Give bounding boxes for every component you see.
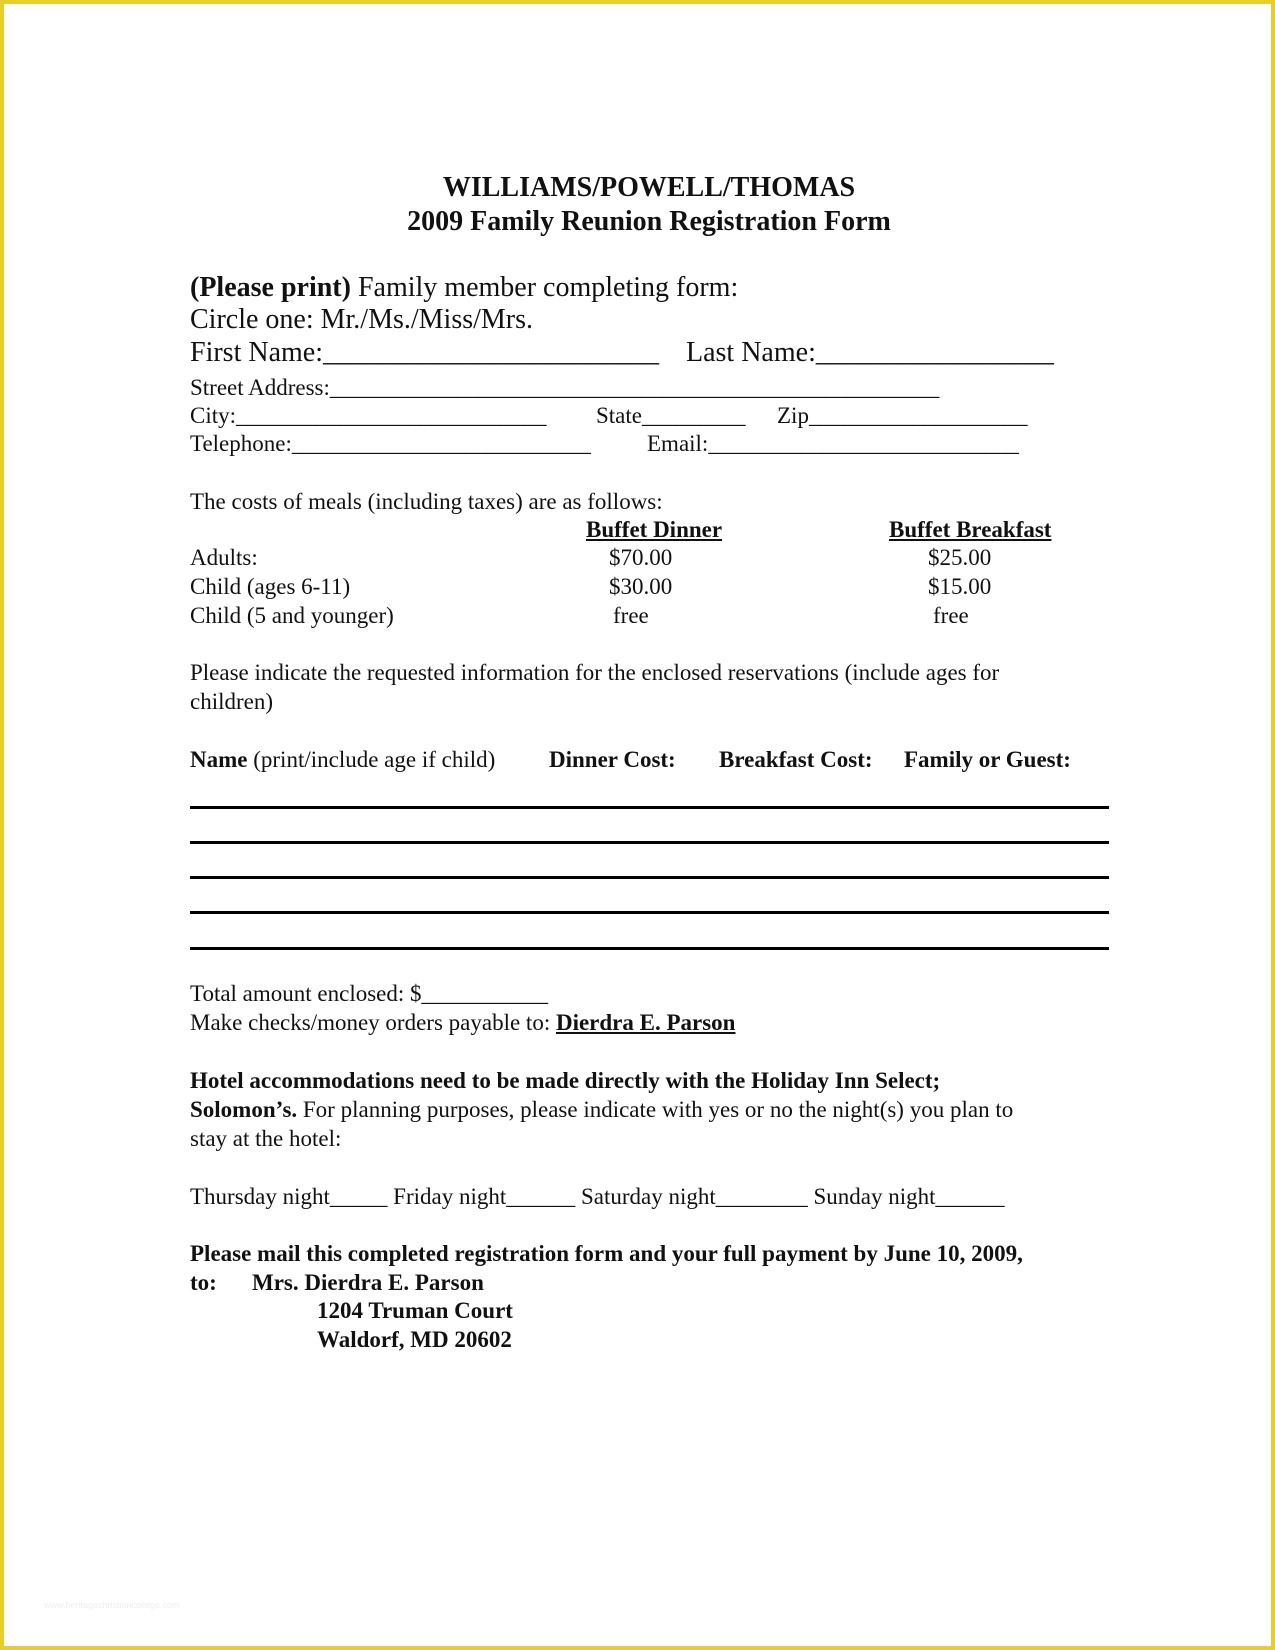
costs-intro: The costs of meals (including taxes) are as follows: [190,489,663,514]
cost-row-breakfast: $25.00 [928,545,992,570]
buffet-breakfast-header: Buffet Breakfast [889,517,1052,542]
mail-street: 1204 Truman Court [317,1298,513,1323]
reservation-col-breakfast: Breakfast Cost: [719,747,873,772]
payable-name: Dierdra E. Parson [555,1010,736,1035]
cost-row-label: Adults: [190,545,258,570]
name-header-note: (print/include age if child) [247,747,496,772]
hotel-notice: Hotel accommodations need to be made directly with the Holiday Inn Select; [190,1068,941,1093]
telephone-field[interactable]: Telephone:__________________________ [190,431,591,456]
reservation-entry-line[interactable] [190,841,1109,844]
buffet-dinner-header: Buffet Dinner [586,517,723,542]
cost-row-dinner: $70.00 [609,545,673,570]
name-header: Name [190,747,248,772]
last-name-field[interactable]: Last Name:_________________ [686,337,1054,368]
reservation-col-family: Family or Guest: [904,747,1071,772]
completing-label: Family member completing form: [357,272,739,303]
hotel-location: Solomon’s. [190,1097,298,1122]
form-title: 2009 Family Reunion Registration Form [407,206,891,237]
payable-line [190,1010,735,1036]
city-field[interactable]: City:___________________________ [190,403,547,428]
member-heading [190,272,738,304]
reservation-entry-line[interactable] [190,806,1109,809]
hotel-nights-fields[interactable]: Thursday night_____ Friday night______ Saturday night________ Sunday night______ [190,1184,1005,1209]
payable-prefix: Make checks/money orders payable to: [190,1010,556,1035]
watermark: www.heritagechristiancollege.com [44,1600,180,1610]
cost-row-breakfast: $15.00 [928,574,992,599]
form-title-families: WILLIAMS/POWELL/THOMAS [442,172,856,203]
circle-one-line: Circle one: Mr./Ms./Miss/Mrs. [190,304,534,335]
reservations-instruction: Please indicate the requested information for the enclosed reservations (include ages for [190,660,1000,685]
cost-row-breakfast: free [933,603,969,628]
cost-row-label: Child (5 and younger) [190,603,394,628]
reservation-col-name [190,747,495,773]
state-field[interactable]: State_________ [596,403,746,428]
hotel-planning-text: For planning purposes, please indicate with yes or no the night(s) you plan to [297,1097,1014,1122]
cost-row-dinner: free [613,603,649,628]
mail-instruction: Please mail this completed registration form and your full payment by June 10, 2009, [190,1241,1023,1266]
reservation-col-dinner: Dinner Cost: [549,747,676,772]
cost-row-label: Child (ages 6-11) [190,574,351,599]
please-print-label: (Please print) [190,272,351,303]
mail-recipient-name: Mrs. Dierdra E. Parson [252,1270,484,1295]
cost-row-dinner: $30.00 [609,574,673,599]
email-field[interactable]: Email:___________________________ [647,431,1019,456]
mail-to-label: to: [190,1270,217,1295]
first-name-field[interactable]: First Name:________________________ [190,337,659,368]
mail-city: Waldorf, MD 20602 [317,1327,512,1352]
total-amount-field[interactable]: Total amount enclosed: $___________ [190,981,549,1006]
reservations-instruction-cont: children) [190,689,274,714]
reservation-entry-line[interactable] [190,876,1109,879]
hotel-planning-cont: stay at the hotel: [190,1126,342,1151]
zip-field[interactable]: Zip___________________ [777,403,1028,428]
reservation-entry-line[interactable] [190,911,1109,914]
reservation-entry-line[interactable] [190,947,1109,950]
hotel-planning-line [190,1097,1013,1123]
street-address-field[interactable]: Street Address:_____________________________________________________ [190,375,940,400]
